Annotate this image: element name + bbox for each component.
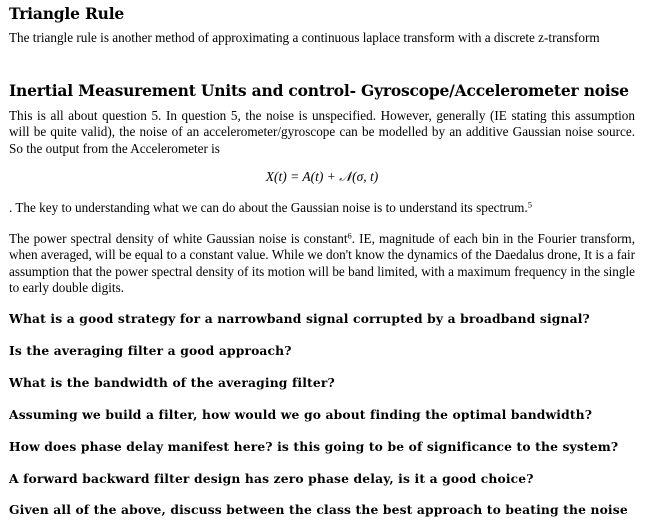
psd-paragraph xyxy=(9,231,635,296)
question-discussion: Given all of the above, discuss between the class the best approach to beating the noise xyxy=(9,502,628,517)
question-forward-backward: A forward backward filter design has zero phase delay, is it a good choice? xyxy=(9,471,534,486)
imu-heading: Inertial Measurement Units and control- Gyroscope/Accelerometer noise xyxy=(9,81,629,100)
triangle-rule-heading: Triangle Rule xyxy=(9,4,125,23)
psd-text-rest: . IE, magnitude of each bin in the Fourier transform, when averaged, will be equal to a constant value. While we don't know the dynamics of the Daedalus drone, It is a fair assumption that the power spectral density of its motion will be band limited, with a maximum frequency in the single to early double digits. xyxy=(9,231,635,295)
footnote-5-marker: 5 xyxy=(527,199,532,210)
spectrum-key-paragraph xyxy=(9,200,635,216)
footnote-6-marker: 6 xyxy=(347,230,352,241)
question-phase-delay: How does phase delay manifest here? is this going to be of significance to the system? xyxy=(9,439,619,454)
psd-text-start: The power spectral density of white Gaussian noise is constant xyxy=(9,231,348,246)
imu-intro-paragraph: This is all about question 5. In question 5, the noise is unspecified. However, generally (IE stating this assumption will be quite valid), the noise of an accelerometer/gyroscope can be modelled by an additive Gaussian noise source. So the output from the Accelerometer is xyxy=(9,108,635,156)
question-bandwidth: What is the bandwidth of the averaging filter? xyxy=(9,375,335,390)
output-equation: X(t) = A(t) + 𝒩(σ, t) xyxy=(265,169,379,184)
triangle-rule-paragraph: The triangle rule is another method of approximating a continuous laplace transform with a discrete z-transform xyxy=(9,30,600,45)
question-narrowband: What is a good strategy for a narrowband signal corrupted by a broadband signal? xyxy=(9,311,590,326)
spectrum-key-text: . The key to understanding what we can do about the Gaussian noise is to understand its spectrum. xyxy=(9,200,528,215)
question-averaging-filter: Is the averaging filter a good approach? xyxy=(9,343,292,358)
question-optimal-bandwidth: Assuming we build a filter, how would we go about finding the optimal bandwidth? xyxy=(9,407,593,422)
